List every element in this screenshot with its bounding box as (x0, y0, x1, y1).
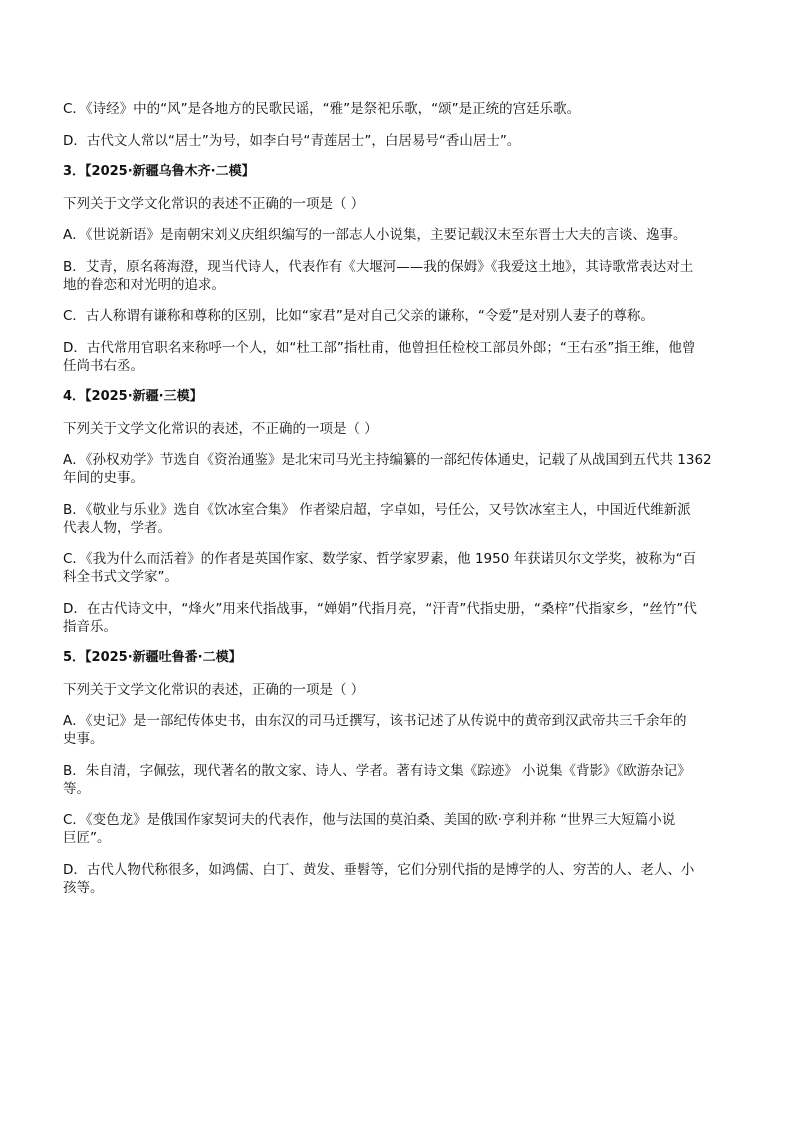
option-d: D．在古代诗文中，“烽火”用来代指战事，“婵娟”代指月亮，“汗青”代指史册，“桑梓”代指家乡，“丝竹”代 指音乐。 (63, 600, 697, 635)
question-3 (63, 163, 735, 375)
option-b: B．艾青，原名蒋海澄，现当代诗人，代表作有《大堰河——我的保姆》《我爱这土地》，其诗歌常表达对土 地的眷恋和对光明的追求。 (63, 258, 694, 293)
option-a: A．《世说新语》是南朝宋刘义庆组织编写的一部志人小说集，主要记载汉末至东晋士大夫的言谈、逸事。 (63, 227, 687, 243)
option-a: A．《孙权劝学》节选自《资治通鉴》是北宋司马光主持编纂的一部纪传体通史，记载了从战国到五代共 1362 年间的史事。 (63, 452, 712, 486)
question-5 (63, 649, 735, 897)
option-d-continued: D．古代文人常以“居士”为号，如李白号“青莲居士”，白居易号“香山居士”。 (63, 132, 521, 149)
option-c: C．古人称谓有谦称和尊称的区别，比如“家君”是对自己父亲的谦称，“令爱”是对别人妻子的尊称。 (63, 308, 654, 324)
question-header: 5．【2025·新疆吐鲁番·二模】 (63, 650, 242, 665)
option-c-continued: C．《诗经》中的“风”是各地方的民歌民谣，“雅”是祭祀乐歌，“颂”是正统的宫廷乐歌。 (63, 101, 581, 117)
question-stem: 下列关于文学文化常识的表述，不正确的一项是（ ） (63, 420, 378, 437)
question-4 (63, 388, 735, 636)
question-header: 3．【2025·新疆乌鲁木齐·二模】 (63, 164, 255, 179)
question-stem: 下列关于文学文化常识的表述不正确的一项是（ ） (63, 195, 365, 212)
option-c: C．《变色龙》是俄国作家契诃夫的代表作，他与法国的莫泊桑、美国的欧·亨利并称 “世界三大短篇小说 巨匠”。 (63, 812, 676, 846)
question-stem: 下列关于文学文化常识的表述，正确的一项是（ ） (63, 681, 365, 698)
option-b: B．《敬业与乐业》选自《饮冰室合集》 作者梁启超，字卓如，号任公，又号饮冰室主人，中国近代维新派 代表人物，学者。 (63, 501, 691, 536)
option-c: C．《我为什么而活着》的作者是英国作家、数学家、哲学家罗素，他 1950 年获诺贝尔文学奖，被称为“百 科全书式文学家”。 (63, 551, 697, 585)
option-d: D．古代常用官职名来称呼一个人，如“杜工部”指杜甫，他曾担任检校工部员外郎；“王右丞”指王维，他曾 任尚书右丞。 (63, 339, 696, 374)
question-header: 4．【2025·新疆·三模】 (63, 389, 203, 404)
option-b: B．朱自清，字佩弦，现代著名的散文家、诗人、学者。著有诗文集《踪迹》 小说集《背影》《欧游杂记》 等。 (63, 762, 691, 797)
option-d: D．古代人物代称很多，如鸿儒、白丁、黄发、垂髫等，它们分别代指的是博学的人、穷苦的人、老人、小 孩等。 (63, 861, 695, 896)
document-content (63, 100, 735, 910)
option-a: A．《史记》是一部纪传体史书，由东汉的司马迁撰写，该书记述了从传说中的黄帝到汉武帝共三千余年的 史事。 (63, 713, 687, 747)
